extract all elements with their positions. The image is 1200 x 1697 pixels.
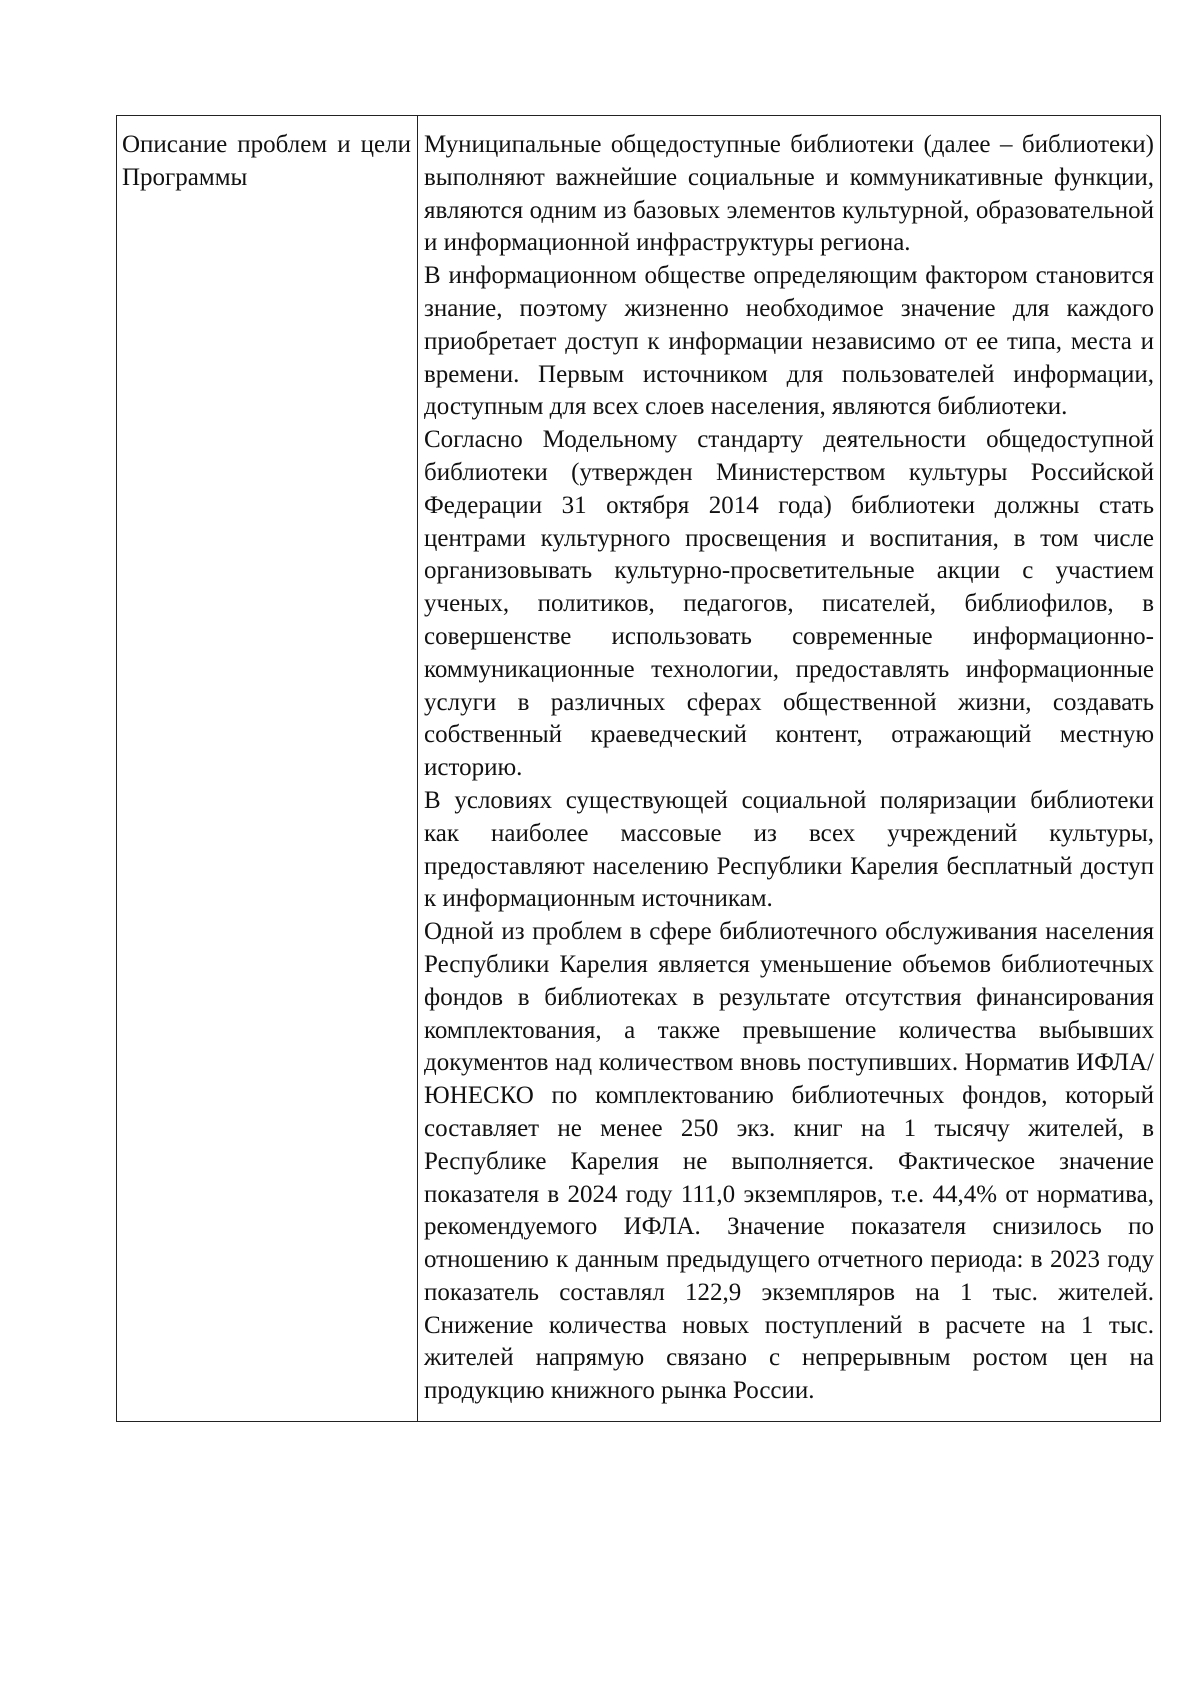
row-label-cell bbox=[117, 116, 418, 1422]
paragraph: В информационном обществе определяющим фактором становится знание, поэтому жизненно необходимое значение для каждого приобретает доступ к информации независимо от ее типа, места и времени. Первым источником для пользователей информации, доступным для всех слоев населения, являются библиотеки. bbox=[424, 262, 1154, 421]
table-row bbox=[117, 116, 1161, 1422]
paragraph: В условиях существующей социальной поляризации библиотеки как наиболее массовые из всех учреждений культуры, предоставляют населению Республики Карелия бесплатный доступ к информационным источникам. bbox=[424, 786, 1154, 913]
paragraph: Согласно Модельному стандарту деятельности общедоступной библиотеки (утвержден Министерством культуры Российской Федерации 31 октября 2014 года) библиотеки должны стать центрами культурного просвещения и воспитания, в том числе организовывать культурно-просветительные акции с участием ученых, политиков, педагогов, писателей, библиофилов, в совершенстве использовать современные информационно-коммуникационные технологии, предоставлять информационные услуги в различных сферах общественной жизни, создавать собственный краеведческий контент, отражающий местную историю. bbox=[424, 426, 1154, 782]
program-table bbox=[116, 115, 1161, 1422]
row-label: Описание проблем и цели Программы bbox=[122, 131, 411, 191]
paragraph: Одной из проблем в сфере библиотечного обслуживания населения Республики Карелия является уменьшение объемов библиотечных фондов в библиотеках в результате отсутствия финансирования комплектования, а также превышение количества выбывших документов над количеством вновь поступивших. Норматив ИФЛА/ЮНЕСКО по комплектованию библиотечных фондов, который составляет не менее 250 экз. книг на 1 тысячу жителей, в Республике Карелия не выполняется. Фактическое значение показателя в 2024 году 111,0 экземпляров, т.е. 44,4% от норматива, рекомендуемого ИФЛА. Значение показателя снизилось по отношению к данным предыдущего отчетного периода: в 2023 году показатель составлял 122,9 экземпляров на 1 тыс. жителей. Снижение количества новых поступлений в расчете на 1 тыс. жителей напрямую связано с непрерывным ростом цен на продукцию книжного рынка России. bbox=[424, 918, 1154, 1405]
row-content-cell bbox=[418, 116, 1161, 1422]
paragraph: Муниципальные общедоступные библиотеки (далее – библиотеки) выполняют важнейшие социальные и коммуникативные функции, являются одним из базовых элементов культурной, образовательной и информационной инфраструктуры региона. bbox=[424, 131, 1154, 257]
